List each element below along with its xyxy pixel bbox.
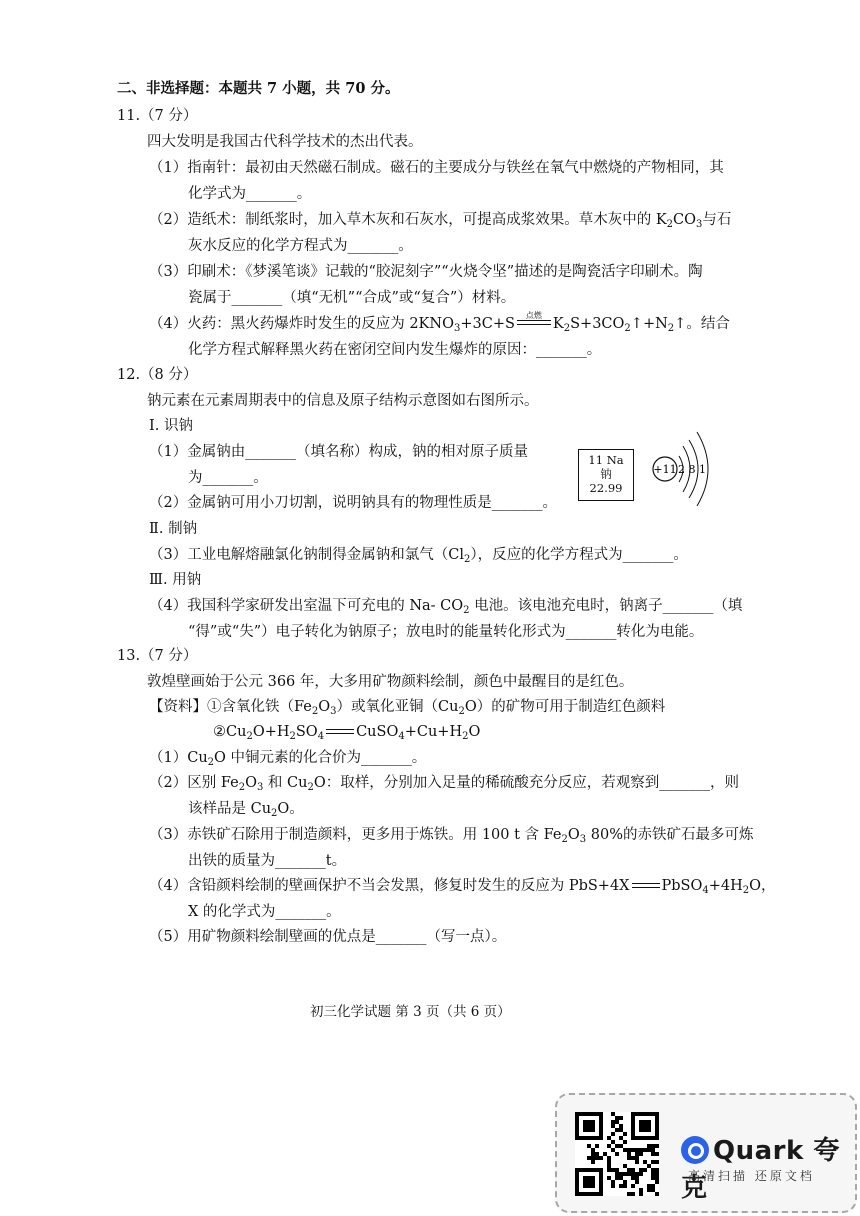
page-footer: 初三化学试题 第 3 页（共 6 页） — [310, 1004, 511, 1020]
condition-equals-sign: 点燃 — [517, 318, 551, 328]
equals-sign — [326, 728, 354, 736]
q12-p2: （2）金属钠可用小刀切割，说明钠具有的物理性质是_______。 — [149, 495, 557, 511]
q11-p1a: （1）指南针：最初由天然磁石制成。磁石的主要成分与铁丝在氧气中燃烧的产物相同，其 — [149, 160, 724, 176]
q12-p4a: （4）我国科学家研发出室温下可充电的 Na- $CO_2$ 电池。该电池充电时，钠离子_______（填 — [149, 598, 743, 616]
q12-p1b: 为_______。 — [188, 470, 268, 486]
q12-intro: 钠元素在元素周期表中的信息及原子结构示意图如右图所示。 — [147, 393, 539, 409]
q12-p1a: （1）金属钠由_______（填名称）构成，钠的相对原子质量 — [149, 444, 528, 460]
qr-code — [575, 1112, 659, 1196]
section-header: 二、非选择题：本题共 7 小题，共 70 分。 — [117, 80, 400, 97]
q13-number: 13.（7 分） — [117, 648, 198, 664]
q13-p3a: （3）赤铁矿石除用于制造颜料，更多用于炼铁。用 100 t 含 $Fe_2O_3$ 80%的赤铁矿石最多可炼 — [149, 827, 754, 845]
q13-p3b: 出铁的质量为_______t。 — [188, 853, 347, 869]
quark-logo: Quark 夸克 — [681, 1136, 840, 1203]
q13-p1: $(1)Cu_2O$ 中铜元素的化合价为_______。 — [149, 750, 427, 768]
equals-sign — [632, 882, 660, 890]
q11-number: 11.（7 分） — [117, 108, 198, 124]
sodium-atom-diagram — [645, 428, 725, 514]
q13-info2: $②Cu_2O+H_2SO_4$ $CuSO_4+Cu+H_2O$ — [213, 724, 481, 742]
q11-p2b: 灰水反应的化学方程式为_______。 — [188, 238, 413, 254]
quark-icon — [681, 1136, 709, 1164]
quark-tagline: 高清扫描 还原文档 — [688, 1169, 815, 1183]
q12-part2: Ⅱ. 制钠 — [149, 521, 198, 537]
q11-p3a: （3）印刷术：《梦溪笔谈》记载的“胶泥刻字”“火烧令坚”描述的是陶瓷活字印刷术。陶 — [149, 264, 703, 280]
q12-number: 12.（8 分） — [117, 367, 198, 383]
q11-p4b: 化学方程式解释黑火药在密闭空间内发生爆炸的原因：_______。 — [188, 342, 602, 358]
quark-scan-watermark — [555, 1093, 857, 1213]
q13-p2a: （2）区别 $Fe_2O_3$ 和 $Cu_2O$：取样，分别加入足量的稀硫酸充分反应，若观察到_______，则 — [149, 775, 739, 793]
q13-p2b: 该样品是 $Cu_2O$。 — [188, 801, 304, 819]
q13-p4b: X 的化学式为_______。 — [188, 904, 341, 920]
q12-p4b: “得”或“失”）电子转化为钠原子；放电时的能量转化形式为_______转化为电能。 — [188, 624, 704, 640]
q11-intro: 四大发明是我国古代科学技术的杰出代表。 — [147, 134, 423, 150]
q12-part3: Ⅲ. 用钠 — [149, 572, 202, 588]
svg-text:2 8 1: 2 8 1 — [678, 463, 706, 476]
svg-text:+11: +11 — [653, 463, 677, 476]
q11-p4a: （4）火药：黑火药爆炸时发生的反应为 $2KNO_3+3C+S$ 点燃 $K_2S+3CO_2↑+N_2↑$。结合 — [149, 311, 730, 334]
q13-info1: 【资料】①含氧化铁$(Fe_2O_3)$或氧化亚铜$(Cu_2O)$的矿物可用于制造红色颜料 — [149, 699, 666, 717]
q11-p2a: （2）造纸术：制纸浆时，加入草木灰和石灰水，可提高成浆效果。草木灰中的 $K_2CO_3$与石 — [149, 212, 732, 230]
q12-p3: （3）工业电解熔融氯化钠制得金属钠和氯气$(Cl_2)$，反应的化学方程式为_______。 — [149, 547, 688, 565]
q13-p5: （5）用矿物颜料绘制壁画的优点是_______（写一点）。 — [149, 929, 507, 945]
q12-part1: Ⅰ. 识钠 — [149, 418, 193, 434]
q11-p1b: 化学式为_______。 — [188, 186, 312, 202]
periodic-table-card: 11 Na 钠 22.99 — [578, 449, 634, 501]
q13-p4a: （4）含铅颜料绘制的壁画保护不当会发黑，修复时发生的反应为 PbS+4X $PbSO_4+4H_2O$， — [149, 878, 776, 896]
q11-p3b: 瓷属于_______（填“无机”“合成”或“复合”）材料。 — [188, 290, 516, 306]
q13-intro: 敦煌壁画始于公元 366 年，大多用矿物颜料绘制，颜色中最醒目的是红色。 — [147, 674, 634, 690]
